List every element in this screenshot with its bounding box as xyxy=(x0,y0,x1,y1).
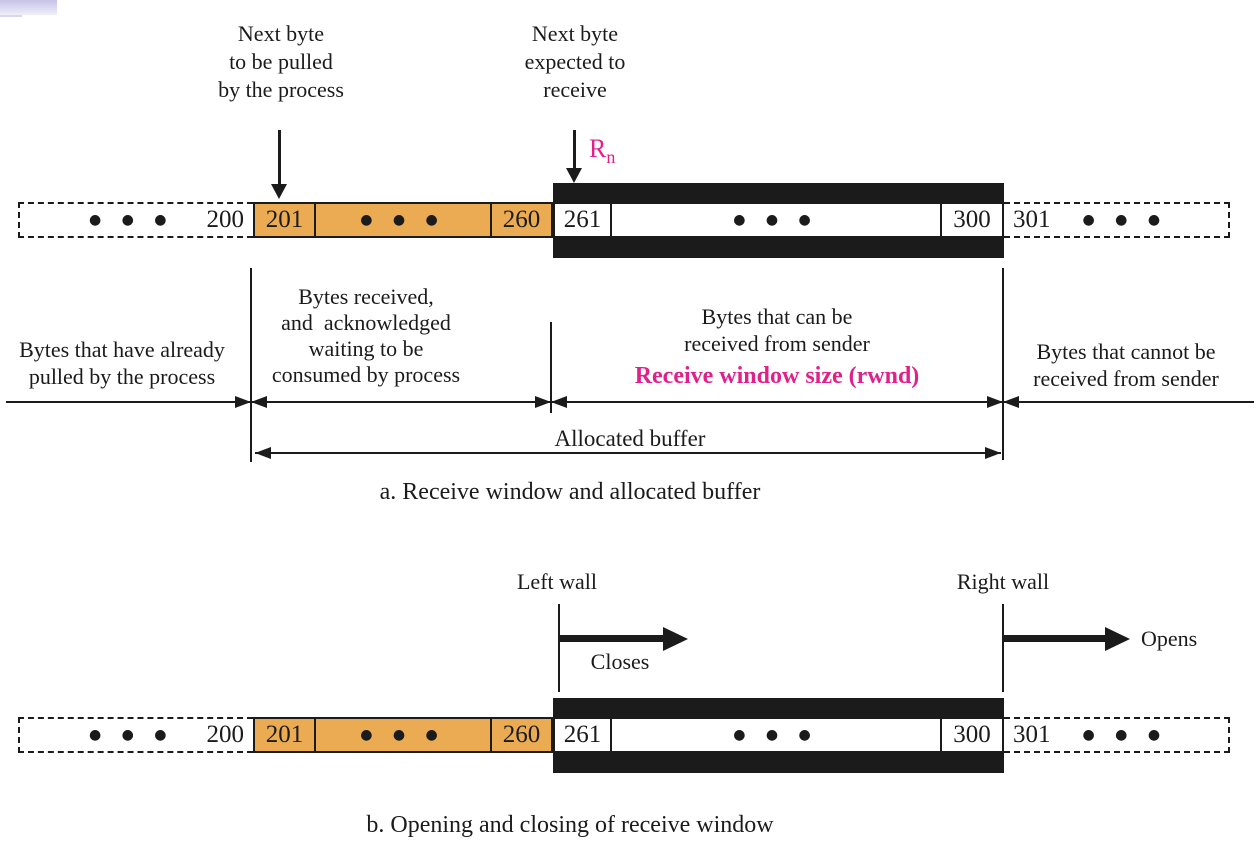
ellipsis-dots: ● ● ● xyxy=(314,719,490,751)
label-line: Bytes that cannot be xyxy=(1036,339,1216,364)
dimension-arrowhead-icon xyxy=(1003,396,1019,408)
allocated-buffer-dimension-line xyxy=(255,452,1001,454)
down-arrow-pulled-icon xyxy=(278,130,281,184)
byte-number: 300 xyxy=(940,719,1002,751)
label-line: received from sender xyxy=(1033,366,1219,391)
byte-number: 200 xyxy=(206,206,244,233)
ellipsis-dots: ● ● ● xyxy=(314,204,490,236)
already-pulled-region xyxy=(18,717,253,753)
caption-part-a: a. Receive window and allocated buffer xyxy=(379,479,761,505)
opens-label: Opens xyxy=(1141,626,1198,651)
slide-corner-line xyxy=(0,15,22,17)
region-dimension-line xyxy=(6,401,1254,403)
caption-part-b: b. Opening and closing of receive window xyxy=(366,812,774,838)
rn-pointer-label xyxy=(589,134,615,168)
byte-number: 301 xyxy=(1013,721,1051,748)
buffer-bar-a xyxy=(0,183,1260,259)
left-wall-label: Left wall xyxy=(516,569,598,594)
allocated-buffer-label xyxy=(430,425,830,453)
right-wall-line xyxy=(1002,604,1004,692)
label-bytes-already-pulled xyxy=(2,336,242,390)
label-line: pulled by the process xyxy=(28,364,216,389)
byte-number: 261 xyxy=(563,206,602,233)
slide-corner-decoration xyxy=(0,0,57,15)
buffer-bar-b xyxy=(0,698,1260,774)
already-pulled-region xyxy=(18,202,253,238)
label-line: Next byte xyxy=(531,21,619,46)
receive-window-bottom-border xyxy=(553,753,1004,773)
ellipsis-dots: ● ● ● xyxy=(610,204,940,236)
byte-number: 201 xyxy=(265,721,304,748)
cannot-receive-region xyxy=(1004,717,1230,753)
receive-window-size-label: Receive window size (rwnd) xyxy=(634,363,920,389)
dimension-arrowhead-icon xyxy=(535,396,551,408)
dimension-arrowhead-icon xyxy=(255,447,271,459)
byte-number: 260 xyxy=(490,204,551,236)
dimension-arrowhead-icon xyxy=(985,447,1001,459)
byte-number: 260 xyxy=(490,719,551,751)
opens-arrow-icon xyxy=(1105,627,1130,651)
acknowledged-bytes-region xyxy=(253,202,553,238)
receive-window-bottom-border xyxy=(553,238,1004,258)
down-arrow-expected-icon xyxy=(573,130,576,168)
down-arrow-expected-icon xyxy=(566,168,582,183)
label-line: to be pulled xyxy=(229,49,333,74)
receive-window-top-border xyxy=(553,698,1004,717)
byte-number: 200 xyxy=(206,721,244,748)
ellipsis-dots: ● ● ● xyxy=(1082,727,1169,743)
closes-label: Closes xyxy=(590,649,650,674)
separator-line-left xyxy=(250,268,252,462)
separator-line-right xyxy=(1002,268,1004,460)
byte-number: 300 xyxy=(940,204,1002,236)
dimension-arrowhead-icon xyxy=(251,396,267,408)
label-line: Bytes that have already xyxy=(19,337,225,362)
label-line: expected to xyxy=(524,49,626,74)
closes-arrow-icon xyxy=(560,635,664,642)
label-line: Next byte xyxy=(237,21,325,46)
dimension-arrowhead-icon xyxy=(551,396,567,408)
label-line: by the process xyxy=(218,77,344,102)
dimension-arrowhead-icon xyxy=(235,396,251,408)
ellipsis-dots: ● ● ● xyxy=(1082,212,1169,228)
label-line: Bytes received, xyxy=(298,284,434,309)
label-line: consumed by process xyxy=(271,362,461,387)
ellipsis-dots: ● ● ● xyxy=(610,719,940,751)
acknowledged-bytes-region xyxy=(253,717,553,753)
receive-window-region xyxy=(553,202,1004,238)
cannot-receive-region xyxy=(1004,202,1230,238)
ellipsis-dots: ● ● ● xyxy=(88,727,175,743)
dimension-arrowhead-icon xyxy=(987,396,1003,408)
label-line: Bytes that can be xyxy=(701,304,853,329)
rn-subscript: n xyxy=(606,147,616,168)
receive-window-region xyxy=(553,717,1004,753)
label-line: received from sender xyxy=(684,331,870,356)
byte-number: 201 xyxy=(265,206,304,233)
label-line: Allocated buffer xyxy=(554,426,706,451)
label-next-byte-pulled xyxy=(171,20,391,104)
label-line: waiting to be xyxy=(308,336,424,361)
receive-window-top-border xyxy=(553,183,1004,202)
opens-arrow-icon xyxy=(1004,635,1106,642)
label-bytes-can-be-received xyxy=(657,303,897,357)
label-next-byte-expected xyxy=(465,20,685,104)
left-wall-line xyxy=(558,604,560,692)
rn-base: R xyxy=(589,134,607,163)
label-line: and acknowledged xyxy=(281,310,451,335)
label-line: receive xyxy=(543,77,607,102)
label-bytes-received-acknowledged xyxy=(251,284,481,388)
ellipsis-dots: ● ● ● xyxy=(88,212,175,228)
right-wall-label: Right wall xyxy=(956,569,1050,594)
label-bytes-cannot-be-received xyxy=(1006,338,1246,392)
byte-number: 301 xyxy=(1013,206,1051,233)
byte-number: 261 xyxy=(563,721,602,748)
